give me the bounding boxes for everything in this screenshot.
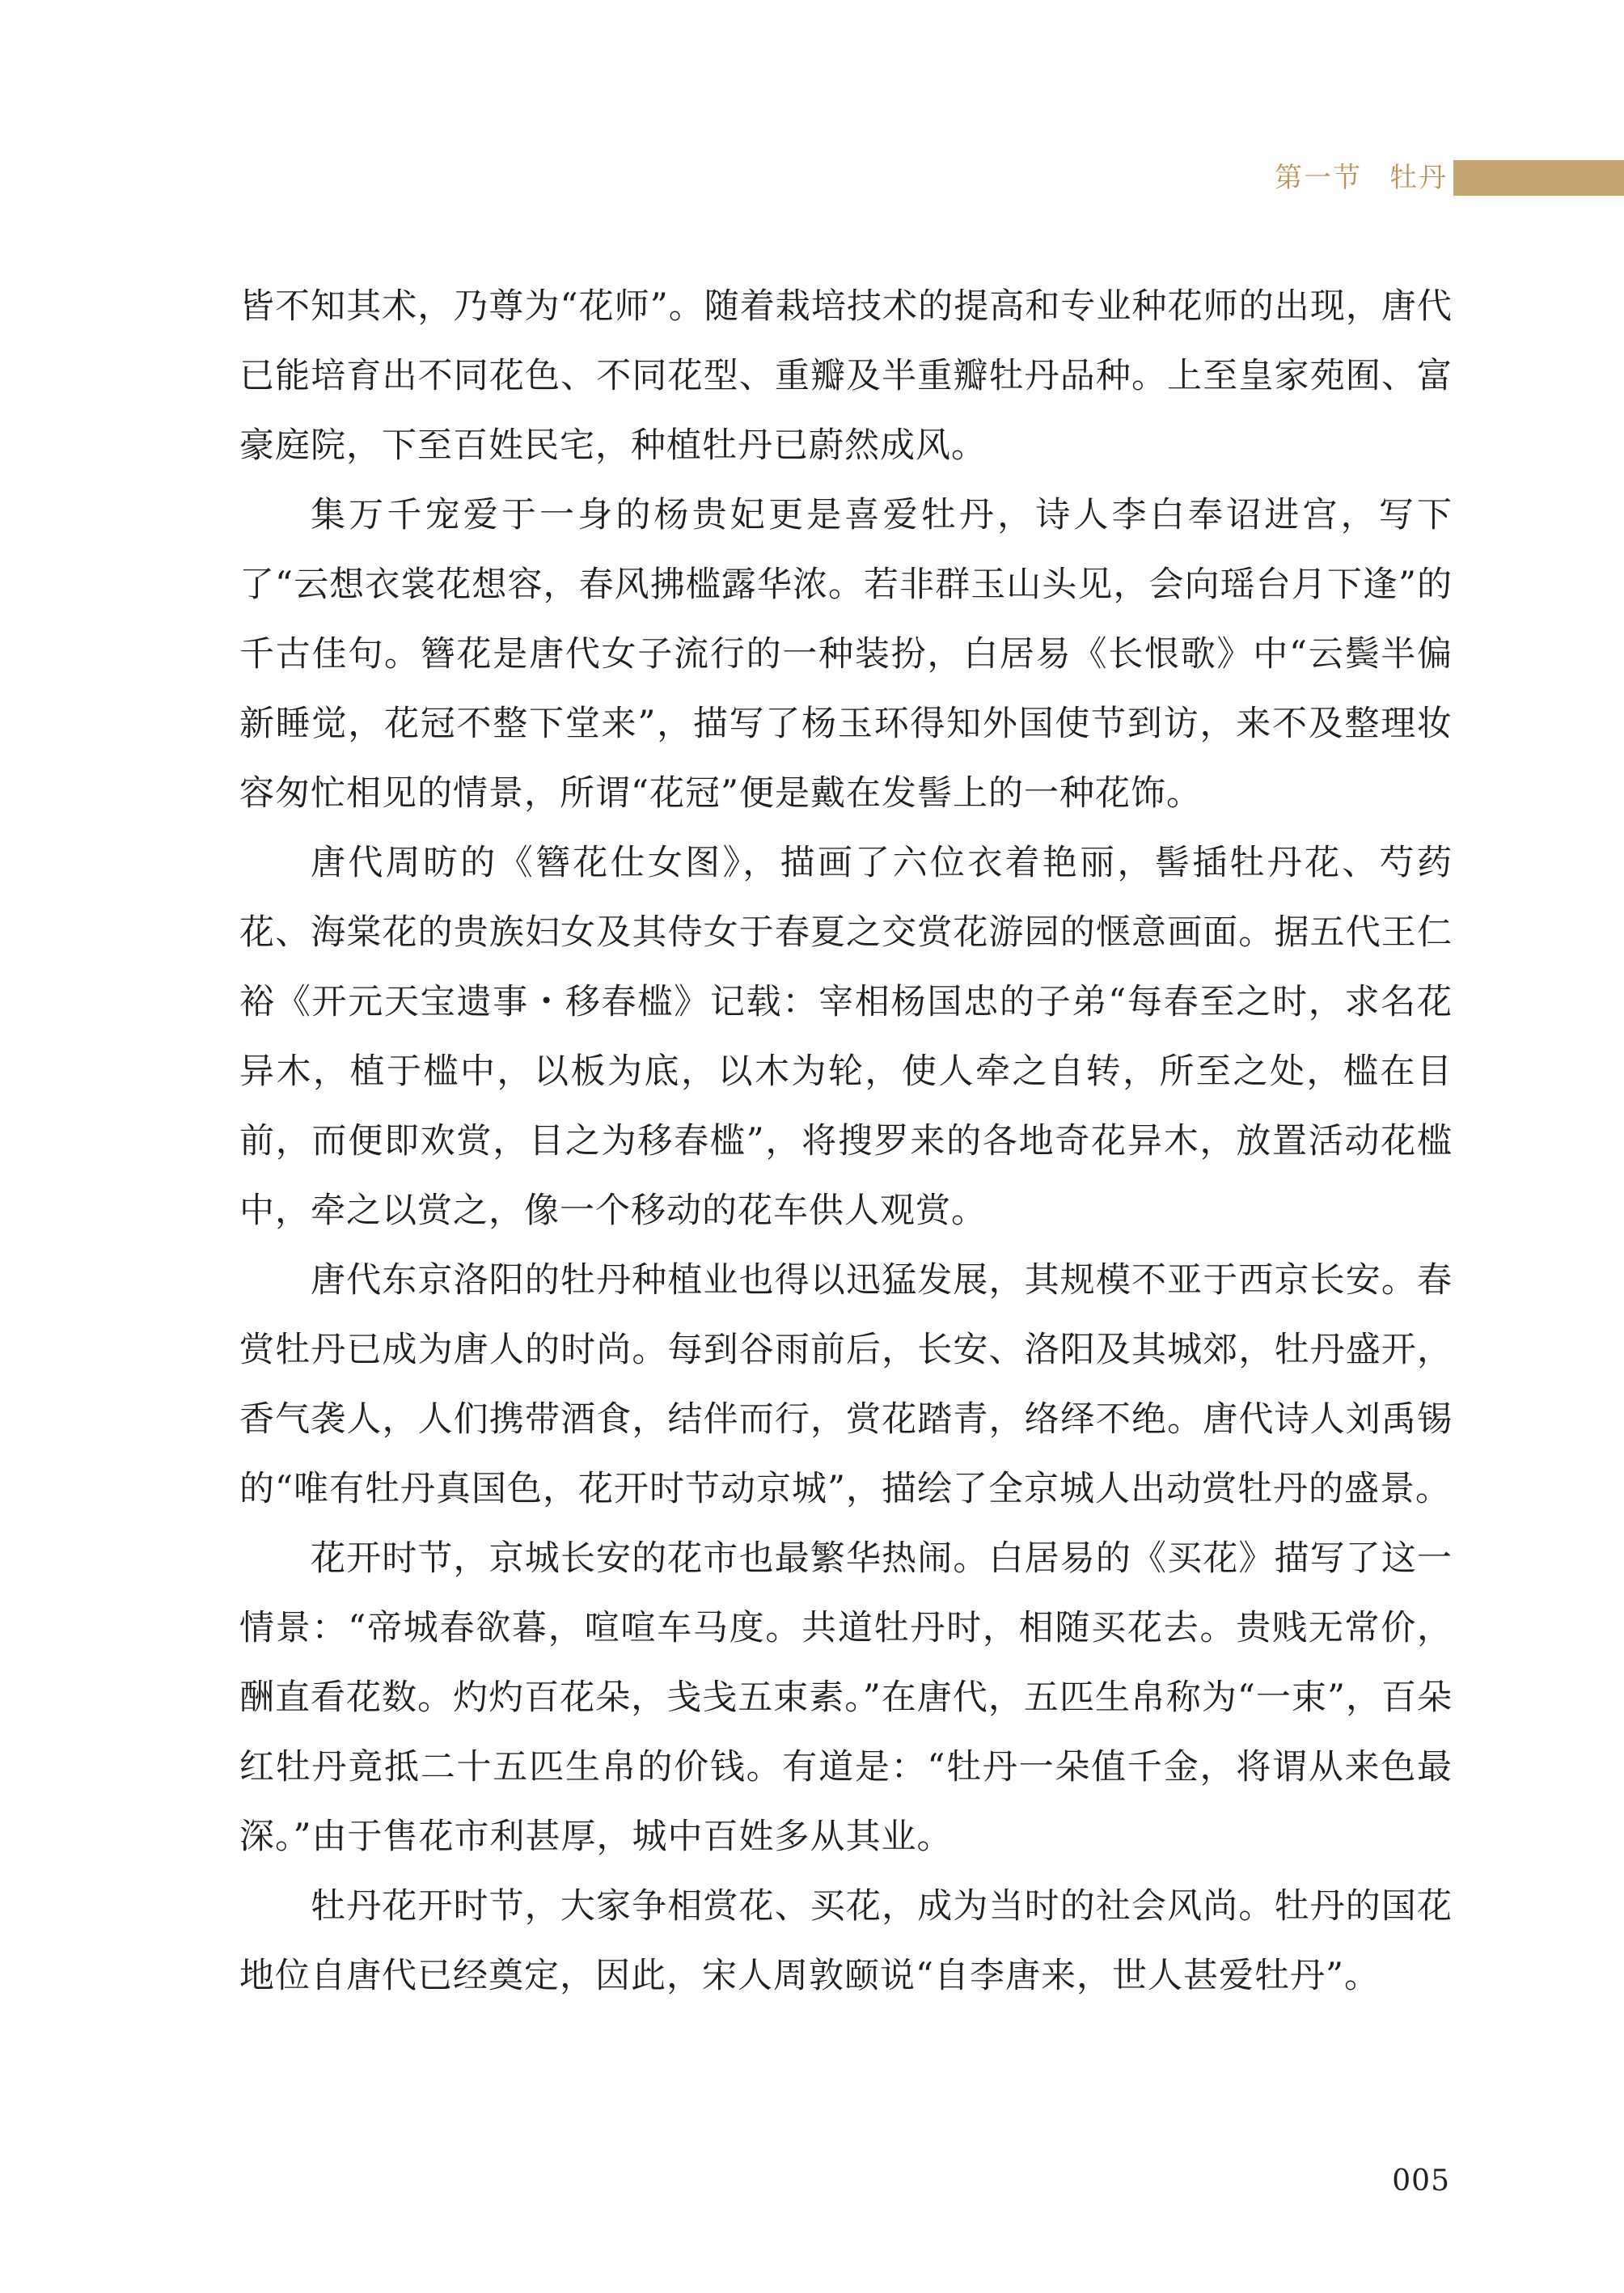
paragraph-3: 唐代周昉的《簪花仕女图》，描画了六位衣着艳丽，髻插牡丹花、芍药花、海棠花的贵族妇女及其侍女于春夏之交赏花游园的惬意画面。据五代王仁裕《开元天宝遗事・移春槛》记载：宰相杨国忠的子弟“每春至之时，求名花异木，植于槛中，以板为底，以木为轮，使人牵之自转，所至之处，槛在目前，而便即欢赏，目之为移春槛”，将搜罗来的各地奇花异木，放置活动花槛中，牵之以赏之，像一个移动的花车供人观赏。 <box>239 843 1453 1231</box>
header-section: 第一节 <box>1275 162 1362 194</box>
header-chapter-title: 牡丹 <box>1389 162 1448 194</box>
paragraph-4: 唐代东京洛阳的牡丹种植业也得以迅猛发展，其规模不亚于西京长安。春赏牡丹已成为唐人的时尚。每到谷雨前后，长安、洛阳及其城郊，牡丹盛开，香气袭人，人们携带酒食，结伴而行，赏花踏青，络绎不绝。唐代诗人刘禹锡的“唯有牡丹真国色，花开时节动京城”，描绘了全京城人出动赏牡丹的盛景。 <box>239 1260 1453 1509</box>
page-number: 005 <box>1392 2164 1450 2198</box>
running-header <box>0 160 1624 196</box>
header-accent-bar <box>1453 160 1624 196</box>
paragraph-5: 花开时节，京城长安的花市也最繁华热闹。白居易的《买花》描写了这一情景：“帝城春欲暮，喧喧车马度。共道牡丹时，相随买花去。贵贱无常价，酬直看花数。灼灼百花朵，戋戋五束素。”在唐代，五匹生帛称为“一束”，百朵红牡丹竟抵二十五匹生帛的价钱。有道是：“牡丹一朵值千金，将谓从来色最深。”由于售花市利甚厚，城中百姓多从其业。 <box>239 1538 1453 1857</box>
paragraph-2: 集万千宠爱于一身的杨贵妃更是喜爱牡丹，诗人李白奉诏进宫，写下了“云想衣裳花想容，春风拂槛露华浓。若非群玉山头见，会向瑶台月下逢”的千古佳句。簪花是唐代女子流行的一种装扮，白居易《长恨歌》中“云鬓半偏新睡觉，花冠不整下堂来”，描写了杨玉环得知外国使节到访，来不及整理妆容匆忙相见的情景，所谓“花冠”便是戴在发髻上的一种花饰。 <box>239 495 1453 814</box>
header-title <box>1275 160 1448 196</box>
paragraph-6: 牡丹花开时节，大家争相赏花、买花，成为当时的社会风尚。牡丹的国花地位自唐代已经奠定，因此，宋人周敦颐说“自李唐来，世人甚爱牡丹”。 <box>239 1886 1453 1996</box>
body-text <box>239 272 1453 2011</box>
paragraph-1: 皆不知其术，乃尊为“花师”。随着栽培技术的提高和专业种花师的出现，唐代已能培育出不同花色、不同花型、重瓣及半重瓣牡丹品种。上至皇家苑囿、富豪庭院，下至百姓民宅，种植牡丹已蔚然成风。 <box>239 286 1453 466</box>
